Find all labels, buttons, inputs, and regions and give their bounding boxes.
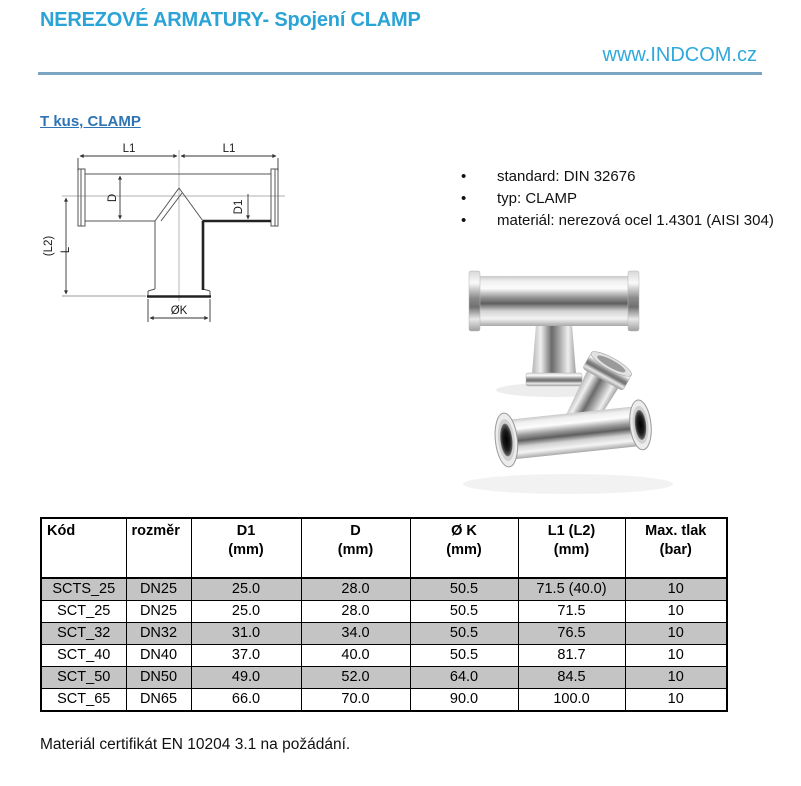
photo-shadow — [463, 474, 673, 494]
label-ok: ØK — [170, 305, 188, 317]
table-cell: SCT_65 — [41, 689, 126, 712]
table-cell: 70.0 — [301, 689, 410, 712]
bullet-icon: • — [461, 168, 467, 185]
spec-text: typ: CLAMP — [497, 190, 578, 207]
table-cell: DN32 — [126, 623, 191, 645]
column-header: Max. tlak (bar) — [625, 518, 727, 578]
spec-list — [461, 166, 774, 232]
spec-item — [461, 210, 774, 232]
table-cell: 64.0 — [410, 667, 518, 689]
table-cell: 28.0 — [301, 578, 410, 601]
page-title: NEREZOVÉ ARMATURY- Spojení CLAMP — [40, 9, 421, 31]
table-cell: 81.7 — [518, 645, 625, 667]
spec-item — [461, 166, 774, 188]
table-cell: 31.0 — [191, 623, 301, 645]
table-cell: 71.5 (40.0) — [518, 578, 625, 601]
table-cell: 76.5 — [518, 623, 625, 645]
table-cell: 40.0 — [301, 645, 410, 667]
table-cell: DN50 — [126, 667, 191, 689]
table-cell: DN25 — [126, 601, 191, 623]
table-row — [41, 601, 727, 623]
spec-table-body — [41, 578, 727, 711]
column-header: D1 (mm) — [191, 518, 301, 578]
table-cell: SCT_32 — [41, 623, 126, 645]
bullet-icon: • — [461, 190, 467, 207]
technical-drawing — [35, 138, 327, 348]
label-l1-left: L1 — [122, 143, 136, 155]
table-row — [41, 623, 727, 645]
shaded-edges — [147, 221, 271, 297]
table-cell: 10 — [625, 623, 727, 645]
dimensions-table — [40, 517, 728, 712]
table-row — [41, 667, 727, 689]
table-cell: 10 — [625, 601, 727, 623]
bullet-icon: • — [461, 212, 467, 229]
table-cell: 10 — [625, 667, 727, 689]
table-cell: 10 — [625, 578, 727, 601]
table-cell: 50.5 — [410, 645, 518, 667]
table-cell: 50.5 — [410, 623, 518, 645]
table-row — [41, 689, 727, 712]
fitting-outline — [78, 169, 278, 297]
table-row — [41, 645, 727, 667]
table-cell: 84.5 — [518, 667, 625, 689]
header-divider — [38, 72, 762, 75]
table-cell: 34.0 — [301, 623, 410, 645]
section-title-link[interactable]: T kus, CLAMP — [40, 113, 141, 130]
table-cell: 25.0 — [191, 578, 301, 601]
label-l1-right: L1 — [222, 143, 236, 155]
label-d: D — [107, 193, 119, 203]
table-cell: DN65 — [126, 689, 191, 712]
table-cell: 66.0 — [191, 689, 301, 712]
table-cell: 25.0 — [191, 601, 301, 623]
table-cell: 71.5 — [518, 601, 625, 623]
table-cell: 50.5 — [410, 578, 518, 601]
footer-note: Materiál certifikát EN 10204 3.1 na požádání. — [40, 736, 351, 753]
table-cell: 49.0 — [191, 667, 301, 689]
table-cell: 52.0 — [301, 667, 410, 689]
table-cell: 10 — [625, 645, 727, 667]
centerlines — [62, 150, 285, 301]
table-cell: DN40 — [126, 645, 191, 667]
label-d1: D1 — [233, 199, 245, 215]
table-cell: 28.0 — [301, 601, 410, 623]
table-cell: SCT_50 — [41, 667, 126, 689]
table-cell: 10 — [625, 689, 727, 712]
dimension-labels — [43, 143, 245, 317]
label-l: L — [60, 246, 72, 254]
column-header: Kód — [41, 518, 126, 578]
table-cell: SCT_40 — [41, 645, 126, 667]
column-header: Ø K (mm) — [410, 518, 518, 578]
table-row — [41, 578, 727, 601]
table-cell: 50.5 — [410, 601, 518, 623]
table-cell: 37.0 — [191, 645, 301, 667]
spec-item — [461, 188, 774, 210]
column-header: D (mm) — [301, 518, 410, 578]
table-cell: SCTS_25 — [41, 578, 126, 601]
column-header: rozměr — [126, 518, 191, 578]
table-cell: 90.0 — [410, 689, 518, 712]
website-link[interactable]: www.INDCOM.cz — [602, 44, 757, 66]
spec-text: materiál: nerezová ocel 1.4301 (AISI 304) — [497, 212, 774, 229]
label-l2: (L2) — [43, 235, 55, 257]
spec-text: standard: DIN 32676 — [497, 168, 636, 185]
table-cell: DN25 — [126, 578, 191, 601]
table-cell: 100.0 — [518, 689, 625, 712]
table-header-row — [41, 518, 727, 578]
product-photo — [448, 246, 704, 498]
column-header: L1 (L2) (mm) — [518, 518, 625, 578]
table-cell: SCT_25 — [41, 601, 126, 623]
